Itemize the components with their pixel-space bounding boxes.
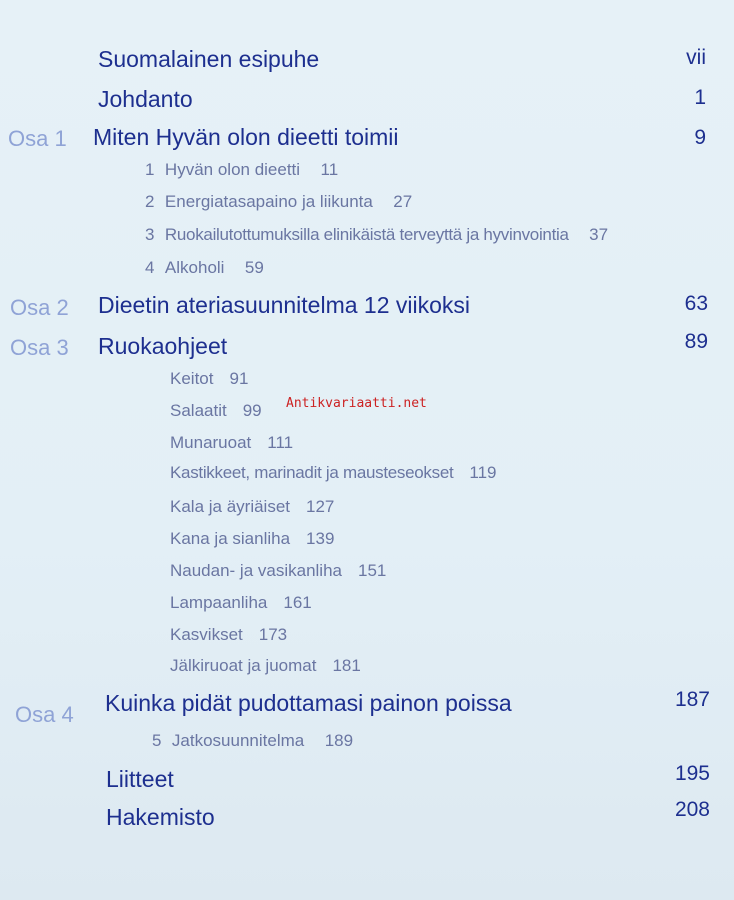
toc-entry-page: vii <box>686 46 706 69</box>
chapter-page: 189 <box>324 731 354 750</box>
recipe-page: 111 <box>267 433 294 452</box>
chapter-page: 37 <box>589 225 609 244</box>
part-title: Ruokaohjeet <box>98 333 228 359</box>
recipe-page: 99 <box>242 401 262 420</box>
recipe-title: Naudan- ja vasikanliha <box>170 561 342 580</box>
recipe-page: 91 <box>229 369 249 388</box>
part-label: Osa 1 <box>8 126 67 151</box>
part-page: 89 <box>684 330 708 353</box>
chapter-entry <box>145 192 412 212</box>
recipe-title: Keitot <box>170 369 214 388</box>
recipe-title: Kasvikset <box>170 625 243 644</box>
chapter-title: Jatkosuunnitelma <box>171 731 305 750</box>
recipe-entry <box>170 433 293 453</box>
recipe-title: Kala ja äyriäiset <box>170 497 291 516</box>
part-label: Osa 3 <box>10 335 69 360</box>
recipe-title: Jälkiruoat ja juomat <box>170 656 317 675</box>
recipe-page: 173 <box>258 625 288 644</box>
part-label: Osa 4 <box>15 702 74 727</box>
toc-entry-title: Suomalainen esipuhe <box>98 46 320 72</box>
recipe-title: Salaatit <box>170 401 227 420</box>
recipe-entry <box>170 625 287 645</box>
chapter-page: 27 <box>393 192 413 211</box>
toc-entry-page: 1 <box>694 86 706 109</box>
recipe-page: 161 <box>283 593 312 612</box>
part-page: 63 <box>684 292 708 315</box>
recipe-page: 127 <box>306 497 335 516</box>
recipe-entry <box>170 497 334 517</box>
chapter-entry <box>152 731 353 751</box>
recipe-entry <box>170 561 386 581</box>
chapter-number: 2 <box>145 192 155 211</box>
chapter-page: 59 <box>244 258 264 277</box>
part-page: 187 <box>674 688 710 711</box>
part-title: Miten Hyvän olon dieetti toimii <box>93 124 399 150</box>
recipe-page: 139 <box>306 529 335 548</box>
recipe-entry <box>170 593 312 613</box>
toc-entry-page: 208 <box>674 798 710 821</box>
watermark: Antikvariaatti.net <box>286 396 427 411</box>
chapter-entry <box>145 160 338 180</box>
recipe-entry <box>170 463 497 483</box>
chapter-number: 3 <box>145 225 155 244</box>
recipe-entry <box>170 401 262 421</box>
recipe-entry <box>170 656 361 676</box>
recipe-page: 181 <box>332 656 361 675</box>
recipe-title: Kastikkeet, marinadit ja mausteseokset <box>170 463 454 482</box>
recipe-entry <box>170 529 334 549</box>
chapter-title: Energiatasapaino ja liikunta <box>164 192 373 211</box>
toc-entry-title: Hakemisto <box>106 804 215 830</box>
chapter-entry <box>145 258 264 278</box>
toc-entry-page: 195 <box>674 762 710 785</box>
part-label: Osa 2 <box>10 295 69 320</box>
chapter-page: 11 <box>320 160 339 179</box>
chapter-number: 5 <box>152 731 162 750</box>
chapter-title: Alkoholi <box>164 258 225 277</box>
part-title: Dieetin ateriasuunnitelma 12 viikoksi <box>98 292 471 318</box>
recipe-page: 151 <box>358 561 387 580</box>
toc-entry-title: Liitteet <box>106 766 174 792</box>
chapter-number: 1 <box>145 160 155 179</box>
toc-entry-title: Johdanto <box>98 86 193 112</box>
chapter-title: Hyvän olon dieetti <box>164 160 301 179</box>
recipe-title: Lampaanliha <box>170 593 268 612</box>
recipe-page: 119 <box>469 463 497 482</box>
part-page: 9 <box>694 126 706 149</box>
chapter-entry <box>145 225 608 245</box>
part-title: Kuinka pidät pudottamasi painon poissa <box>105 690 512 716</box>
recipe-title: Munaruoat <box>170 433 252 452</box>
chapter-title: Ruokailutottumuksilla elinikäistä terveyttä ja hyvinvointia <box>164 225 569 244</box>
recipe-entry <box>170 369 248 389</box>
recipe-title: Kana ja sianliha <box>170 529 291 548</box>
chapter-number: 4 <box>145 258 155 277</box>
